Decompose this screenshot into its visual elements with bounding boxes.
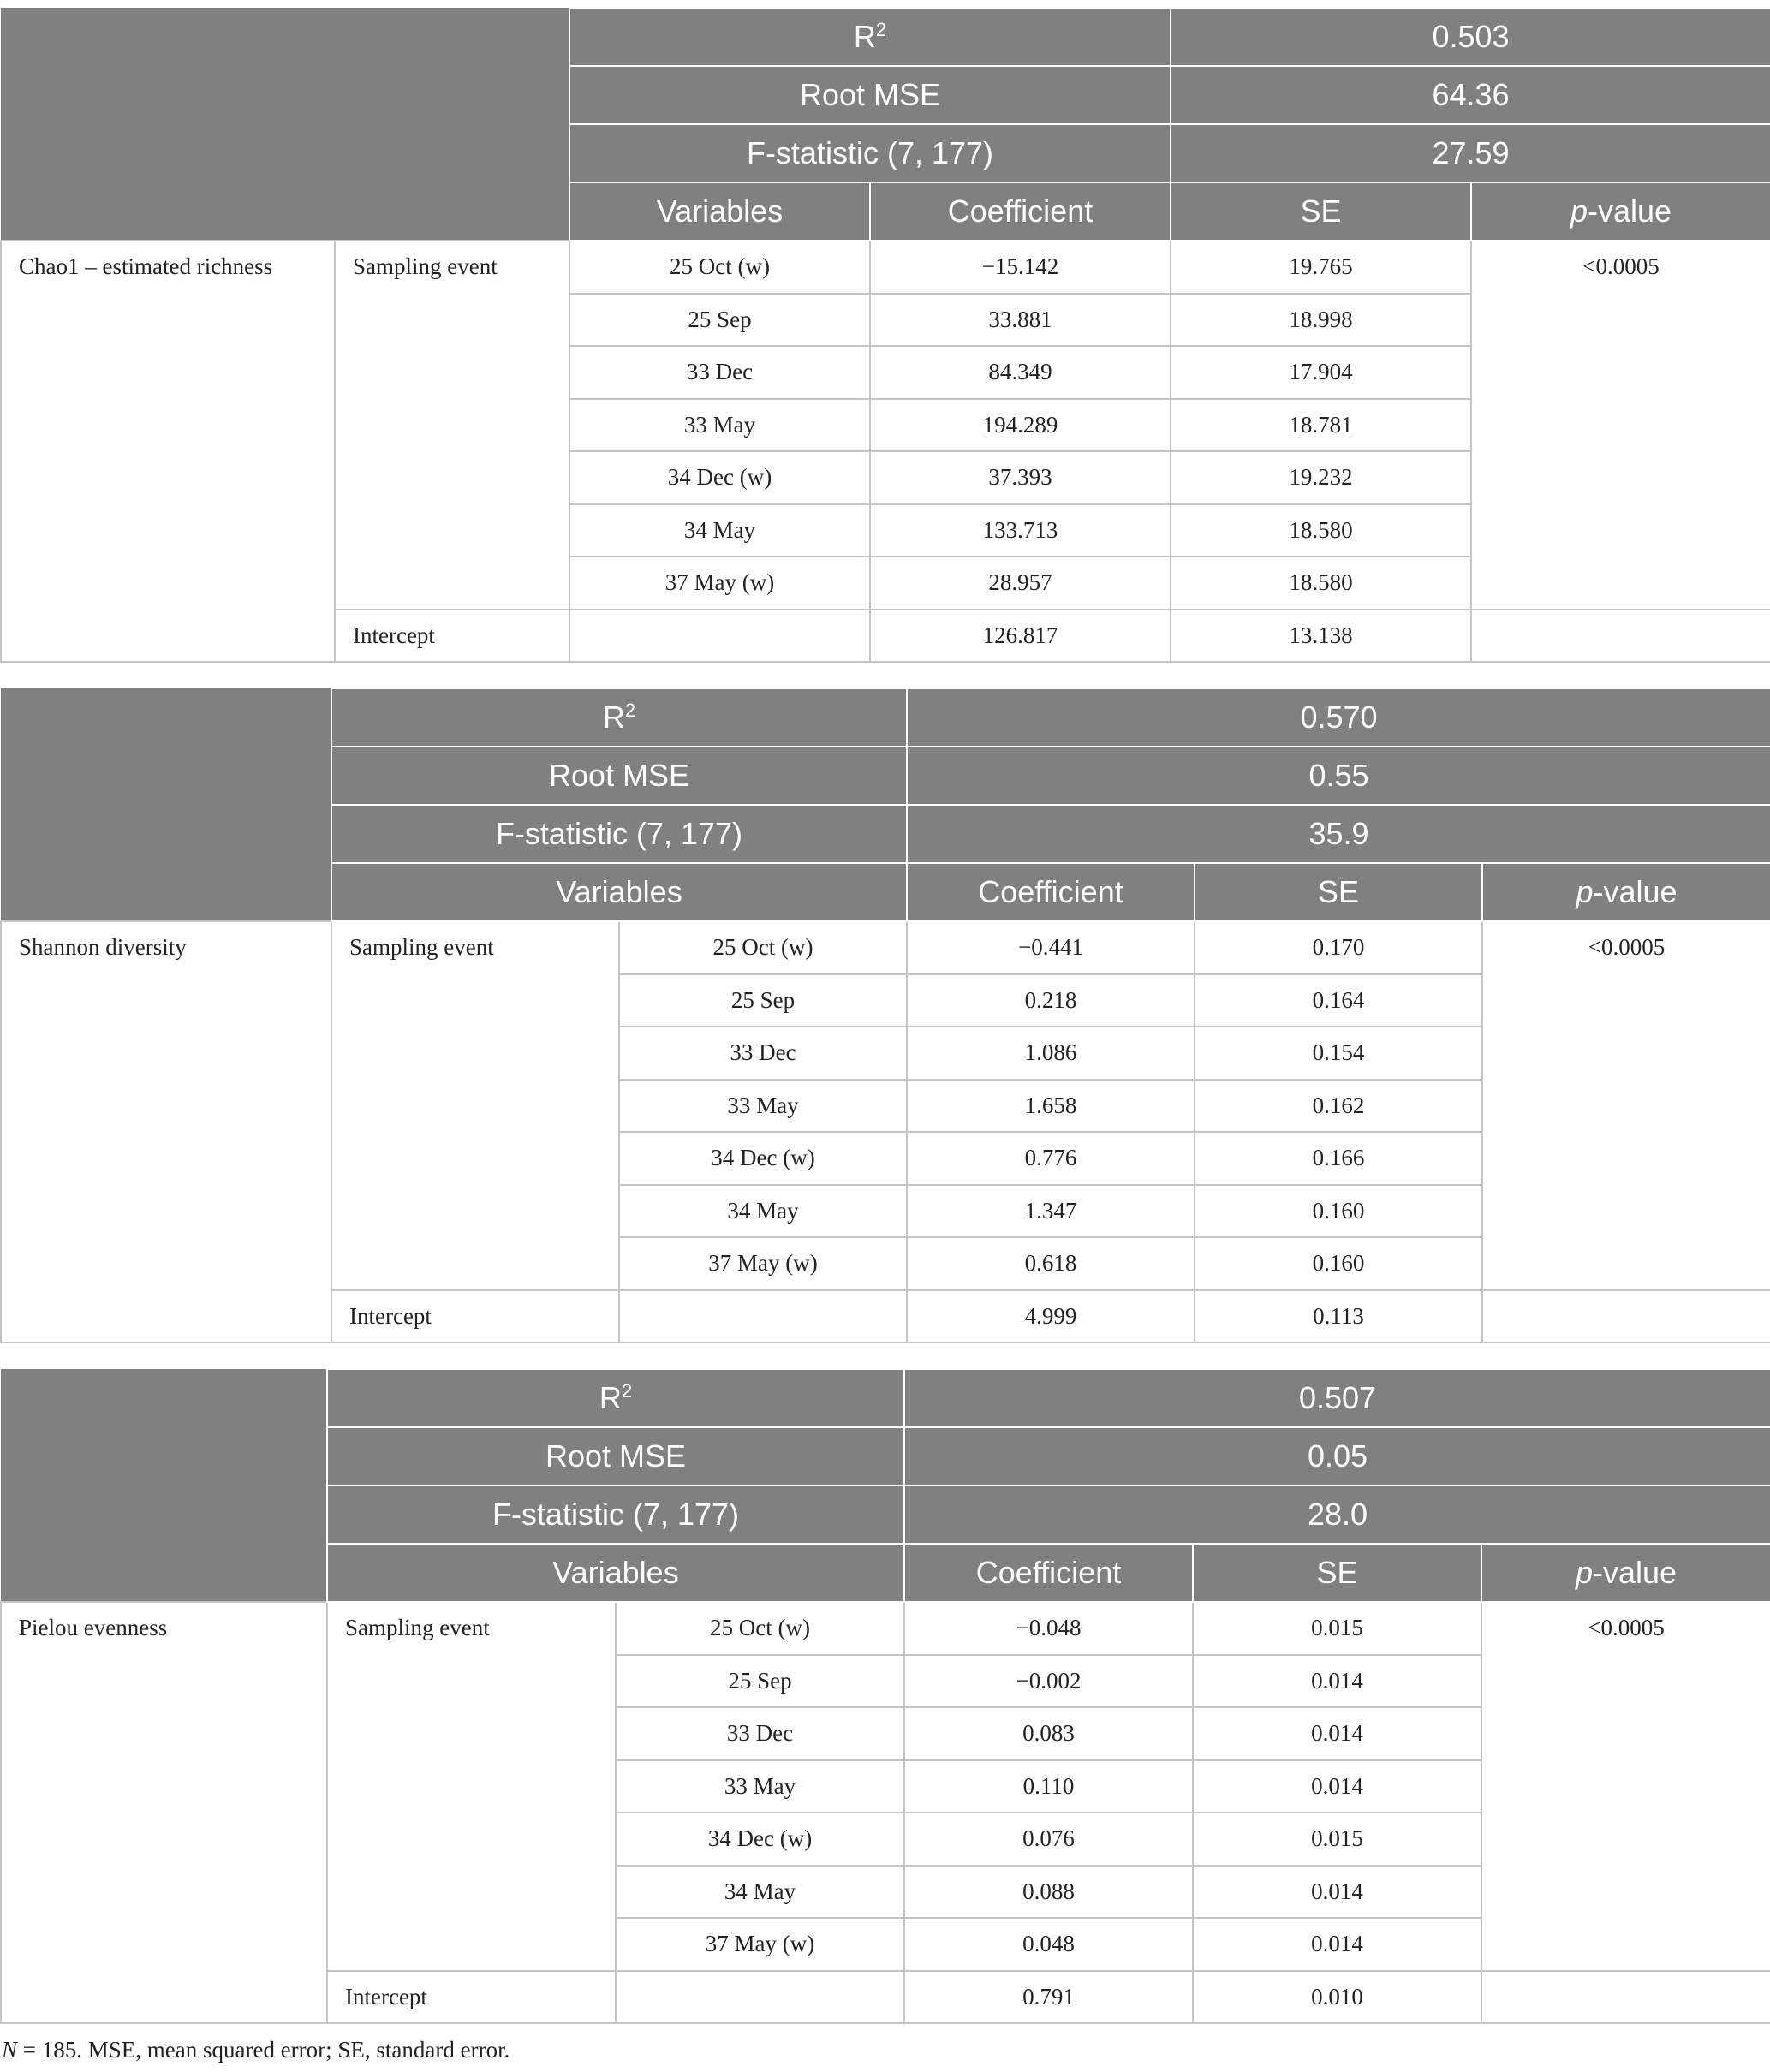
coefficient-cell: −0.002: [904, 1655, 1193, 1708]
coefficient-header: Coefficient: [870, 182, 1171, 241]
se-header: SE: [1195, 863, 1482, 921]
intercept-coefficient: 0.791: [904, 1971, 1193, 2024]
coefficient-cell: −0.441: [907, 921, 1195, 974]
outcome-label: Pielou evenness: [1, 1602, 327, 2023]
coefficient-cell: 0.083: [904, 1707, 1193, 1760]
intercept-p-value-cell: [1481, 1971, 1770, 2024]
se-cell: 18.580: [1171, 504, 1471, 557]
intercept-p-value-cell: [1482, 1290, 1770, 1343]
se-cell: 0.162: [1195, 1080, 1482, 1133]
variable-cell: 37 May (w): [619, 1237, 907, 1290]
intercept-label: Intercept: [327, 1971, 616, 2024]
coefficient-cell: 0.088: [904, 1866, 1193, 1919]
variables-header: Variables: [327, 1544, 904, 1602]
se-cell: 0.015: [1193, 1813, 1481, 1866]
intercept-variable-cell: [569, 610, 870, 663]
rmse-value: 0.55: [907, 747, 1770, 805]
variable-cell: 34 May: [619, 1185, 907, 1238]
rmse-label: Root MSE: [327, 1427, 904, 1486]
p-value-header: p-value: [1471, 182, 1770, 241]
variable-cell: 25 Sep: [569, 294, 870, 347]
rmse-value: 0.05: [904, 1427, 1770, 1486]
se-cell: 0.014: [1193, 1707, 1481, 1760]
variable-cell: 25 Oct (w): [569, 241, 870, 294]
intercept-coefficient: 126.817: [870, 610, 1171, 663]
coefficient-cell: 194.289: [870, 399, 1171, 452]
coefficient-cell: 133.713: [870, 504, 1171, 557]
se-cell: 0.014: [1193, 1760, 1481, 1813]
f-statistic-value: 28.0: [904, 1486, 1770, 1544]
r2-value: 0.503: [1171, 8, 1770, 66]
r2-label: $R^2$: [331, 688, 907, 747]
coefficient-cell: 28.957: [870, 557, 1171, 610]
coefficient-cell: −15.142: [870, 241, 1171, 294]
regression-table-shannon: [0, 688, 1770, 1343]
se-cell: 0.164: [1195, 974, 1482, 1027]
se-cell: 0.160: [1195, 1237, 1482, 1290]
table-footnote: N = 185. MSE, mean squared error; SE, standard error.: [2, 2037, 510, 2063]
variables-header: Variables: [569, 182, 870, 241]
coefficient-cell: 1.086: [907, 1027, 1195, 1080]
variable-cell: 34 May: [616, 1866, 904, 1919]
variable-cell: 33 Dec: [619, 1027, 907, 1080]
p-value-cell: <0.0005: [1482, 921, 1770, 1290]
variable-cell: 33 Dec: [569, 346, 870, 399]
variable-cell: 25 Sep: [616, 1655, 904, 1708]
header-blank: [1, 1369, 327, 1602]
intercept-se: 0.113: [1195, 1290, 1482, 1343]
r2-value: 0.570: [907, 688, 1770, 747]
variable-cell: 25 Sep: [619, 974, 907, 1027]
r2-value: 0.507: [904, 1369, 1770, 1427]
group-label: Sampling event: [331, 921, 619, 1290]
se-cell: 0.015: [1193, 1602, 1481, 1655]
r2-label: $R^2$: [569, 8, 1171, 66]
variable-cell: 33 May: [619, 1080, 907, 1133]
se-cell: 18.580: [1171, 557, 1471, 610]
coefficient-header: Coefficient: [907, 863, 1195, 921]
regression-table-pielou: [0, 1368, 1770, 2024]
coefficient-cell: 37.393: [870, 451, 1171, 504]
variable-cell: 25 Oct (w): [619, 921, 907, 974]
se-header: SE: [1193, 1544, 1481, 1602]
se-cell: 19.765: [1171, 241, 1471, 294]
variable-cell: 37 May (w): [616, 1918, 904, 1971]
se-cell: 0.154: [1195, 1027, 1482, 1080]
intercept-label: Intercept: [335, 610, 569, 663]
coefficient-header: Coefficient: [904, 1544, 1193, 1602]
p-value-cell: <0.0005: [1481, 1602, 1770, 1971]
variable-cell: 33 May: [569, 399, 870, 452]
se-cell: 0.014: [1193, 1866, 1481, 1919]
intercept-label: Intercept: [331, 1290, 619, 1343]
variables-header: Variables: [331, 863, 907, 921]
se-cell: 0.014: [1193, 1918, 1481, 1971]
variable-cell: 34 May: [569, 504, 870, 557]
outcome-label: Shannon diversity: [1, 921, 331, 1343]
p-value-header: p-value: [1481, 1544, 1770, 1602]
coefficient-cell: 1.347: [907, 1185, 1195, 1238]
se-cell: 19.232: [1171, 451, 1471, 504]
intercept-variable-cell: [619, 1290, 907, 1343]
coefficient-cell: −0.048: [904, 1602, 1193, 1655]
rmse-value: 64.36: [1171, 66, 1770, 124]
variable-cell: 25 Oct (w): [616, 1602, 904, 1655]
intercept-coefficient: 4.999: [907, 1290, 1195, 1343]
intercept-se: 13.138: [1171, 610, 1471, 663]
se-cell: 0.160: [1195, 1185, 1482, 1238]
intercept-variable-cell: [616, 1971, 904, 2024]
coefficient-cell: 84.349: [870, 346, 1171, 399]
coefficient-cell: 0.110: [904, 1760, 1193, 1813]
p-value-cell: <0.0005: [1471, 241, 1770, 610]
group-label: Sampling event: [327, 1602, 616, 1971]
variable-cell: 34 Dec (w): [569, 451, 870, 504]
coefficient-cell: 0.218: [907, 974, 1195, 1027]
se-cell: 0.166: [1195, 1132, 1482, 1185]
header-blank: [1, 8, 569, 241]
se-cell: 18.998: [1171, 294, 1471, 347]
rmse-label: Root MSE: [331, 747, 907, 805]
coefficient-cell: 0.076: [904, 1813, 1193, 1866]
f-statistic-value: 35.9: [907, 805, 1770, 863]
rmse-label: Root MSE: [569, 66, 1171, 124]
coefficient-cell: 0.048: [904, 1918, 1193, 1971]
se-cell: 18.781: [1171, 399, 1471, 452]
f-statistic-value: 27.59: [1171, 124, 1770, 182]
se-cell: 0.170: [1195, 921, 1482, 974]
se-cell: 0.014: [1193, 1655, 1481, 1708]
f-statistic-label: F-statistic (7, 177): [331, 805, 907, 863]
coefficient-cell: 33.881: [870, 294, 1171, 347]
variable-cell: 37 May (w): [569, 557, 870, 610]
outcome-label: Chao1 – estimated richness: [1, 241, 335, 662]
regression-table-chao1: [0, 7, 1770, 663]
coefficient-cell: 0.776: [907, 1132, 1195, 1185]
variable-cell: 33 Dec: [616, 1707, 904, 1760]
se-header: SE: [1171, 182, 1471, 241]
header-blank: [1, 688, 331, 921]
variable-cell: 34 Dec (w): [619, 1132, 907, 1185]
intercept-se: 0.010: [1193, 1971, 1481, 2024]
coefficient-cell: 1.658: [907, 1080, 1195, 1133]
f-statistic-label: F-statistic (7, 177): [327, 1486, 904, 1544]
r2-label: $R^2$: [327, 1369, 904, 1427]
intercept-p-value-cell: [1471, 610, 1770, 663]
variable-cell: 33 May: [616, 1760, 904, 1813]
f-statistic-label: F-statistic (7, 177): [569, 124, 1171, 182]
variable-cell: 34 Dec (w): [616, 1813, 904, 1866]
group-label: Sampling event: [335, 241, 569, 610]
se-cell: 17.904: [1171, 346, 1471, 399]
p-value-header: p-value: [1482, 863, 1770, 921]
coefficient-cell: 0.618: [907, 1237, 1195, 1290]
